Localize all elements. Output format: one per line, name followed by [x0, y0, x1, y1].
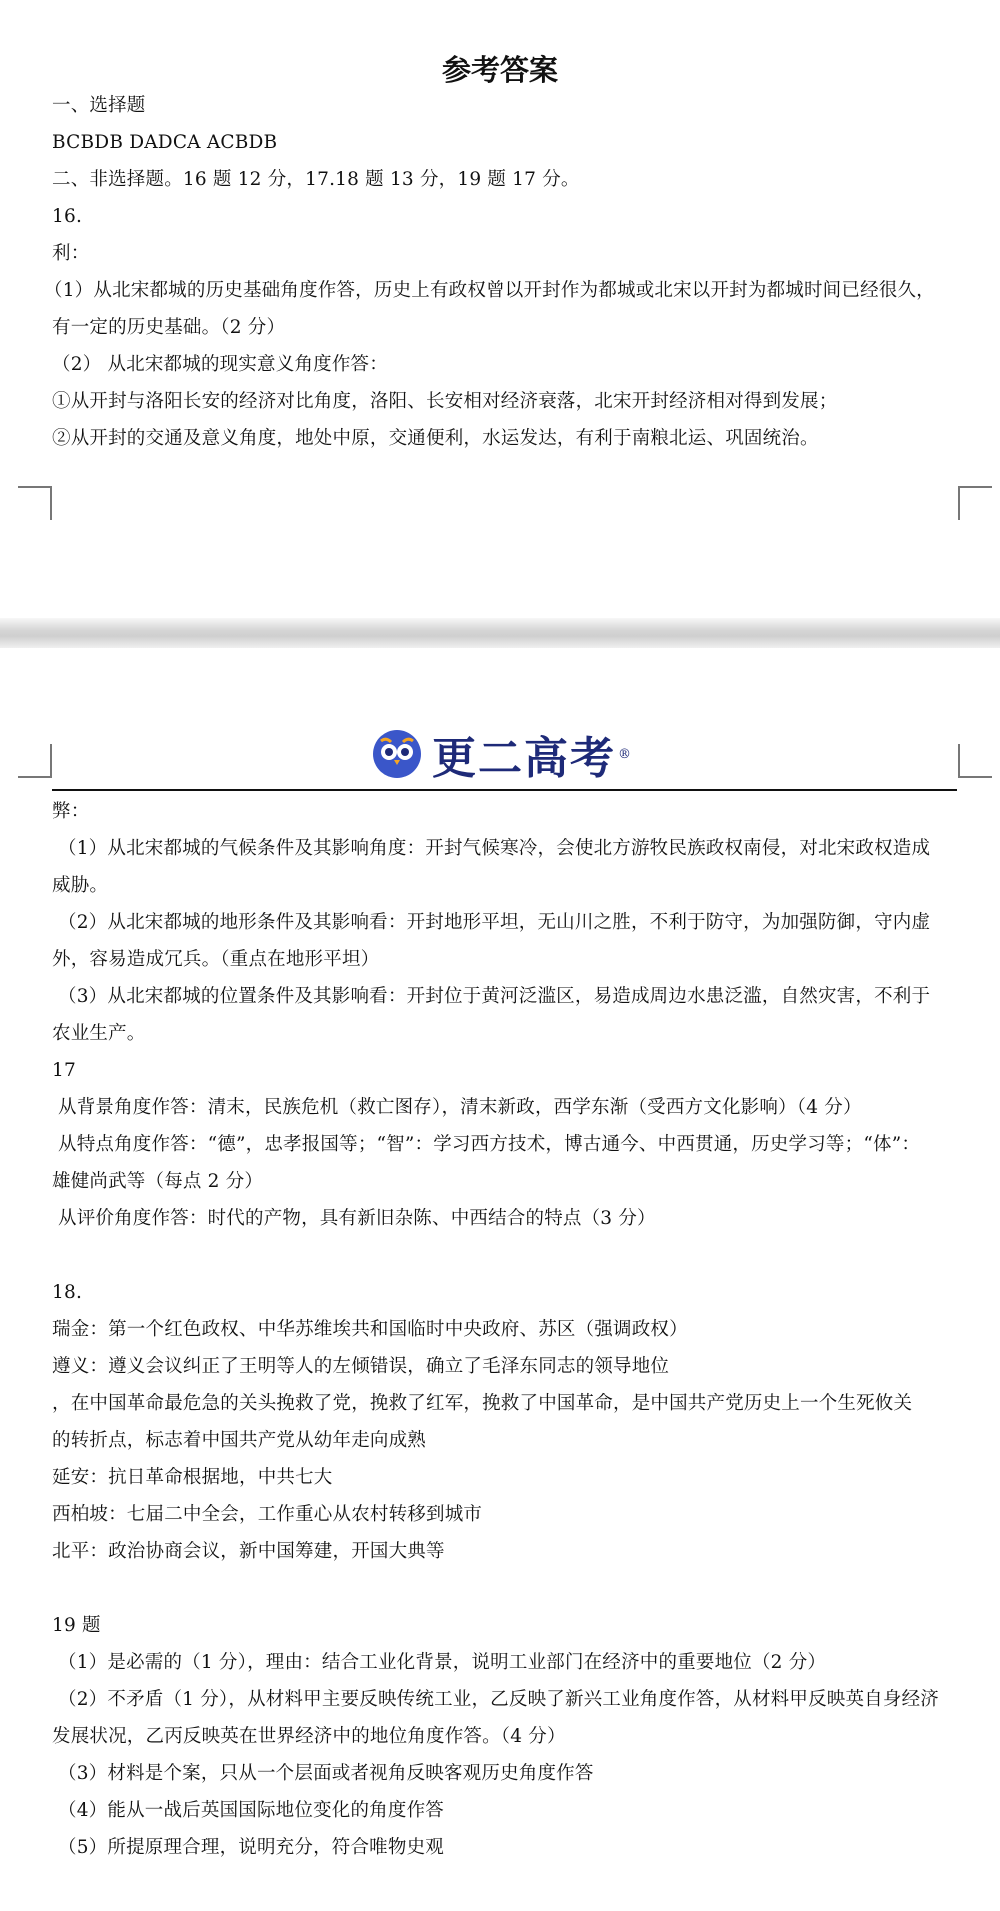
text-line: （1）是必需的（1 分），理由：结合工业化背景，说明工业部门在经济中的重要地位（2 分） [58, 1652, 827, 1673]
page-separator [0, 618, 1000, 648]
corner-mark [958, 744, 992, 778]
text-line: ②从开封的交通及意义角度，地处中原，交通便利，水运发达，有利于南粮北运、巩固统治。 [52, 428, 819, 449]
text-line: 遵义：遵义会议纠正了王明等人的左倾错误，确立了毛泽东同志的领导地位 [52, 1356, 670, 1377]
text-line: 利： [52, 243, 90, 264]
text-line: 瑞金：第一个红色政权、中华苏维埃共和国临时中央政府、苏区（强调政权） [52, 1319, 688, 1340]
text-line: ①从开封与洛阳长安的经济对比角度，洛阳、长安相对经济衰落，北宋开封经济相对得到发展； [52, 391, 838, 412]
text-line: （5）所提原理合理，说明充分，符合唯物史观 [58, 1837, 444, 1858]
text-line: BCBDB DADCA ACBDB [52, 132, 278, 153]
text-line: （3）从北宋都城的位置条件及其影响看：开封位于黄河泛滥区，易造成周边水患泛滥，自然灾害，不利于 [58, 986, 931, 1007]
document-page-1 [0, 0, 1000, 618]
text-line: 雄健尚武等（每点 2 分） [52, 1171, 264, 1192]
text-line: 从评价角度作答：时代的产物，具有新旧杂陈、中西结合的特点（3 分） [58, 1208, 656, 1229]
text-line: 外，容易造成冗兵。（重点在地形平坦） [52, 949, 380, 970]
owl-icon [372, 729, 422, 779]
text-line: 从背景角度作答：清末，民族危机（救亡图存），清末新政，西学东渐（受西方文化影响）（4 分） [58, 1097, 862, 1118]
brand-logo [372, 728, 631, 784]
corner-mark [958, 486, 992, 520]
text-line: 18. [52, 1282, 83, 1303]
text-line: 一、选择题 [52, 95, 146, 116]
text-line: 发展状况，乙丙反映英在世界经济中的地位角度作答。（4 分） [52, 1726, 566, 1747]
text-line: 二、非选择题。16 题 12 分，17.18 题 13 分，19 题 17 分。 [52, 169, 580, 190]
text-line: 从特点角度作答：“德”，忠孝报国等；“智”：学习西方技术，博古通今、中西贯通，历史学习等；“体”： [58, 1134, 921, 1155]
text-line: （2）不矛盾（1 分），从材料甲主要反映传统工业，乙反映了新兴工业角度作答，从材料甲反映英自身经济 [58, 1689, 939, 1710]
text-line: （1）从北宋都城的气候条件及其影响角度：开封气候寒冷，会使北方游牧民族政权南侵，对北宋政权造成 [58, 838, 931, 859]
text-line: （3）材料是个案，只从一个层面或者视角反映客观历史角度作答 [58, 1763, 594, 1784]
text-line: 威胁。 [52, 875, 109, 896]
text-line: （1）从北宋都城的历史基础角度作答，历史上有政权曾以开封作为都城或北宋以开封为都城时间已经很久， [44, 280, 935, 301]
text-line: （2）从北宋都城的地形条件及其影响看：开封地形平坦，无山川之胜，不利于防守，为加强防御，守内虚 [58, 912, 931, 933]
text-line: ，在中国革命最危急的关头挽救了党，挽救了红军，挽救了中国革命，是中国共产党历史上一个生死攸关 [52, 1393, 913, 1414]
text-line: 17 [52, 1060, 76, 1081]
text-line: 延安：抗日革命根据地，中共七大 [52, 1467, 333, 1488]
text-line: 有一定的历史基础。（2 分） [52, 317, 286, 338]
header-rule [52, 789, 957, 791]
text-line: 的转折点，标志着中国共产党从幼年走向成熟 [52, 1430, 427, 1451]
corner-mark [18, 486, 52, 520]
text-line: 弊： [52, 801, 90, 822]
text-line: 农业生产。 [52, 1023, 146, 1044]
page-title: 参考答案 [441, 53, 558, 87]
text-line: （2） 从北宋都城的现实意义角度作答： [52, 354, 388, 375]
text-line: 西柏坡：七届二中全会，工作重心从农村转移到城市 [52, 1504, 483, 1525]
text-line: 北平：政治协商会议，新中国筹建，开国大典等 [52, 1541, 445, 1562]
corner-mark [18, 744, 52, 778]
text-line: 16. [52, 206, 83, 227]
brand-name: 更二高考 [432, 733, 616, 784]
text-line: 19 题 [52, 1615, 101, 1636]
registered-mark: ® [618, 746, 631, 762]
text-line: （4）能从一战后英国国际地位变化的角度作答 [58, 1800, 444, 1821]
